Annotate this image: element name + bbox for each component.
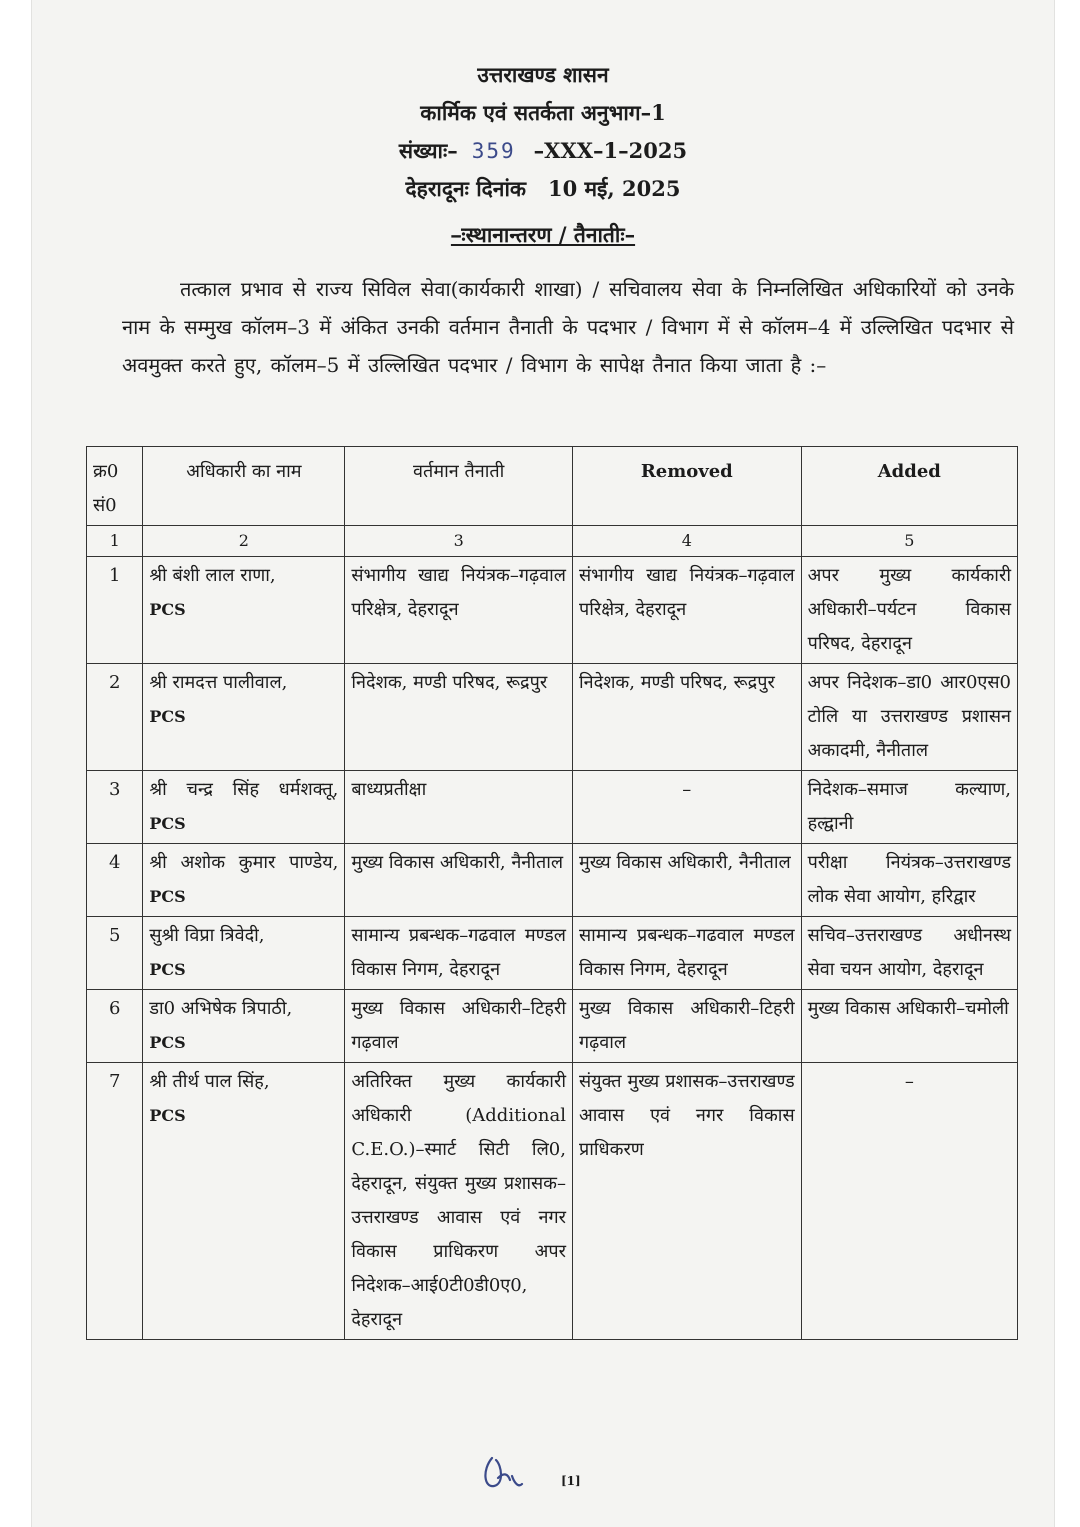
officer-name: श्री अशोक कुमार पाण्डेय, <box>149 852 339 873</box>
current-posting-cell: संभागीय खाद्य नियंत्रक–गढ़वाल परिक्षेत्र, देहरादून <box>345 557 573 664</box>
officer-name-cell <box>143 664 345 771</box>
column-number-row <box>87 526 1018 557</box>
added-cell: मुख्य विकास अधिकारी–चमोली <box>801 990 1017 1063</box>
service-label: PCS <box>149 1033 186 1052</box>
removed-cell: सामान्य प्रबन्धक–गढवाल मण्डल विकास निगम, देहरादून <box>572 917 801 990</box>
header-removed: Removed <box>572 447 801 526</box>
current-posting-cell: निदेशक, मण्डी परिषद, रूद्रपुर <box>345 664 573 771</box>
order-date: देहरादूनः दिनांक 10 मई, 2025 <box>405 176 681 201</box>
removed-cell: संयुक्त मुख्य प्रशासक–उत्तराखण्ड आवास एवं नगर विकास प्राधिकरण <box>572 1063 801 1340</box>
service-label: PCS <box>149 600 186 619</box>
officer-name: श्री रामदत्त पालीवाल, <box>149 672 288 693</box>
service-label: PCS <box>149 960 186 979</box>
added-cell: अपर मुख्य कार्यकारी अधिकारी–पर्यटन विकास परिषद, देहरादून <box>801 557 1017 664</box>
column-number: 2 <box>143 526 345 557</box>
officer-name-cell <box>143 990 345 1063</box>
table-header-row <box>87 447 1018 526</box>
officer-name: श्री चन्द्र सिंह धर्मशक्तू, <box>149 779 339 800</box>
officer-name-cell <box>143 771 345 844</box>
department-name: कार्मिक एवं सतर्कता अनुभाग–1 <box>420 100 666 125</box>
table-row <box>87 990 1018 1063</box>
order-number <box>32 132 1054 170</box>
added-cell: परीक्षा नियंत्रक–उत्तराखण्ड लोक सेवा आयोग, हरिद्वार <box>801 844 1017 917</box>
header-added: Added <box>801 447 1017 526</box>
order-number-handwritten: 359 <box>471 139 516 163</box>
current-posting-cell: सामान्य प्रबन्धक–गढवाल मण्डल विकास निगम, देहरादून <box>345 917 573 990</box>
service-label: PCS <box>149 1106 186 1125</box>
column-number: 4 <box>572 526 801 557</box>
officer-name: सुश्री विप्रा त्रिवेदी, <box>149 925 265 946</box>
service-label: PCS <box>149 887 186 906</box>
table-row <box>87 844 1018 917</box>
removed-cell: मुख्य विकास अधिकारी–टिहरी गढ़वाल <box>572 990 801 1063</box>
signature-mark <box>478 1448 532 1496</box>
added-cell: – <box>801 1063 1017 1340</box>
added-cell: अपर निदेशक–डा0 आर0एस0 टोलि या उत्तराखण्ड प्रशासन अकादमी, नैनीताल <box>801 664 1017 771</box>
order-number-suffix: –XXX–1–2025 <box>533 138 688 163</box>
serial-cell: 6 <box>87 990 143 1063</box>
serial-cell: 2 <box>87 664 143 771</box>
page-number: [1] <box>561 1474 581 1488</box>
serial-cell: 3 <box>87 771 143 844</box>
officer-name-cell <box>143 1063 345 1340</box>
header-officer-name: अधिकारी का नाम <box>143 447 345 526</box>
signature-stroke <box>485 1458 522 1486</box>
service-label: PCS <box>149 814 186 833</box>
removed-cell: – <box>572 771 801 844</box>
officer-name-cell <box>143 844 345 917</box>
added-cell: निदेशक–समाज कल्याण, हल्द्वानी <box>801 771 1017 844</box>
table-row <box>87 917 1018 990</box>
document-header <box>32 56 1054 254</box>
table-row <box>87 771 1018 844</box>
officer-name-cell <box>143 917 345 990</box>
officer-name-cell <box>143 557 345 664</box>
column-number: 1 <box>87 526 143 557</box>
removed-cell: निदेशक, मण्डी परिषद, रूद्रपुर <box>572 664 801 771</box>
table-row <box>87 1063 1018 1340</box>
current-posting-cell: अतिरिक्त मुख्य कार्यकारी अधिकारी (Additional C.E.O.)–स्मार्ट सिटी लि0, देहरादून, संयुक्त मुख्य प्रशासक–उत्तराखण्ड आवास एवं नगर विकास प्राधिकरण अपर निदेशक–आई0टी0डी0ए0, देहरादून <box>345 1063 573 1340</box>
added-cell: सचिव–उत्तराखण्ड अधीनस्थ सेवा चयन आयोग, देहरादून <box>801 917 1017 990</box>
removed-cell: मुख्य विकास अधिकारी, नैनीताल <box>572 844 801 917</box>
column-number: 5 <box>801 526 1017 557</box>
intro-paragraph: तत्काल प्रभाव से राज्य सिविल सेवा(कार्यकारी शाखा) / सचिवालय सेवा के निम्नलिखित अधिकारियों को उनके नाम के सम्मुख कॉलम–3 में अंकित उनकी वर्तमान तैनाती के पदभार / विभाग में से कॉलम–4 में उल्लिखित पदभार से अवमुक्त करते हुए, कॉलम–5 में उल्लिखित पदभार / विभाग के सापेक्ष तैनात किया जाता है :– <box>122 277 1014 377</box>
current-posting-cell: मुख्य विकास अधिकारी–टिहरी गढ़वाल <box>345 990 573 1063</box>
column-number: 3 <box>345 526 573 557</box>
header-current-posting: वर्तमान तैनाती <box>345 447 573 526</box>
table-row <box>87 557 1018 664</box>
government-name: उत्तराखण्ड शासन <box>477 62 609 87</box>
posting-table <box>86 446 1018 1340</box>
current-posting-cell: बाध्यप्रतीक्षा <box>345 771 573 844</box>
header-serial: क्र0 सं0 <box>87 447 143 526</box>
serial-cell: 5 <box>87 917 143 990</box>
serial-cell: 7 <box>87 1063 143 1340</box>
officer-name: डा0 अभिषेक त्रिपाठी, <box>149 998 293 1019</box>
officer-name: श्री बंशी लाल राणा, <box>149 565 276 586</box>
order-subject: –ःस्थानान्तरण / तैनातीः– <box>450 222 636 247</box>
current-posting-cell: मुख्य विकास अधिकारी, नैनीताल <box>345 844 573 917</box>
order-number-prefix: संख्याः– <box>398 138 458 163</box>
serial-cell: 1 <box>87 557 143 664</box>
removed-cell: संभागीय खाद्य नियंत्रक–गढ़वाल परिक्षेत्र, देहरादून <box>572 557 801 664</box>
serial-cell: 4 <box>87 844 143 917</box>
table-row <box>87 664 1018 771</box>
officer-name: श्री तीर्थ पाल सिंह, <box>149 1071 270 1092</box>
service-label: PCS <box>149 707 186 726</box>
